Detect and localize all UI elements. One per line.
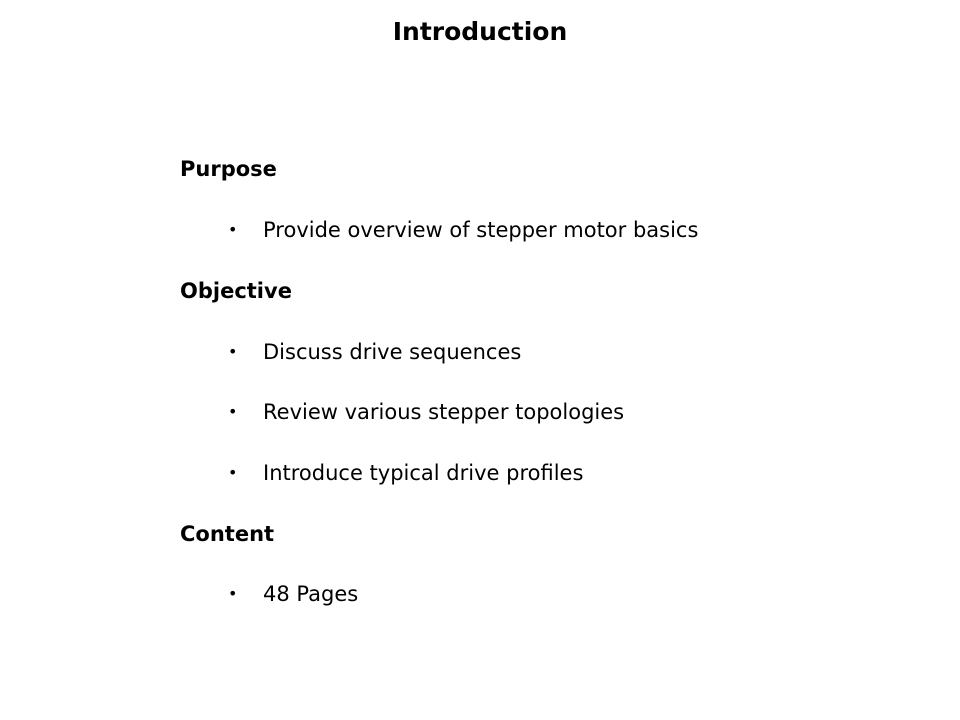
bullet-icon: • xyxy=(228,342,238,361)
bullet-icon: • xyxy=(228,220,238,239)
slide-title: Introduction xyxy=(392,17,568,46)
bullet-icon: • xyxy=(228,584,238,603)
bullet-text: Provide overview of stepper motor basics xyxy=(263,218,699,242)
bullet-text: Review various stepper topologies xyxy=(263,400,625,424)
section-heading-purpose: Purpose xyxy=(180,157,277,181)
bullet-icon: • xyxy=(228,463,238,482)
section-heading-objective: Objective xyxy=(180,279,292,303)
section-heading-content: Content xyxy=(180,522,275,546)
bullet-text: Discuss drive sequences xyxy=(263,340,522,364)
bullet-icon: • xyxy=(228,402,238,421)
bullet-text: Introduce typical drive profiles xyxy=(263,461,584,485)
bullet-text: 48 Pages xyxy=(263,582,359,606)
